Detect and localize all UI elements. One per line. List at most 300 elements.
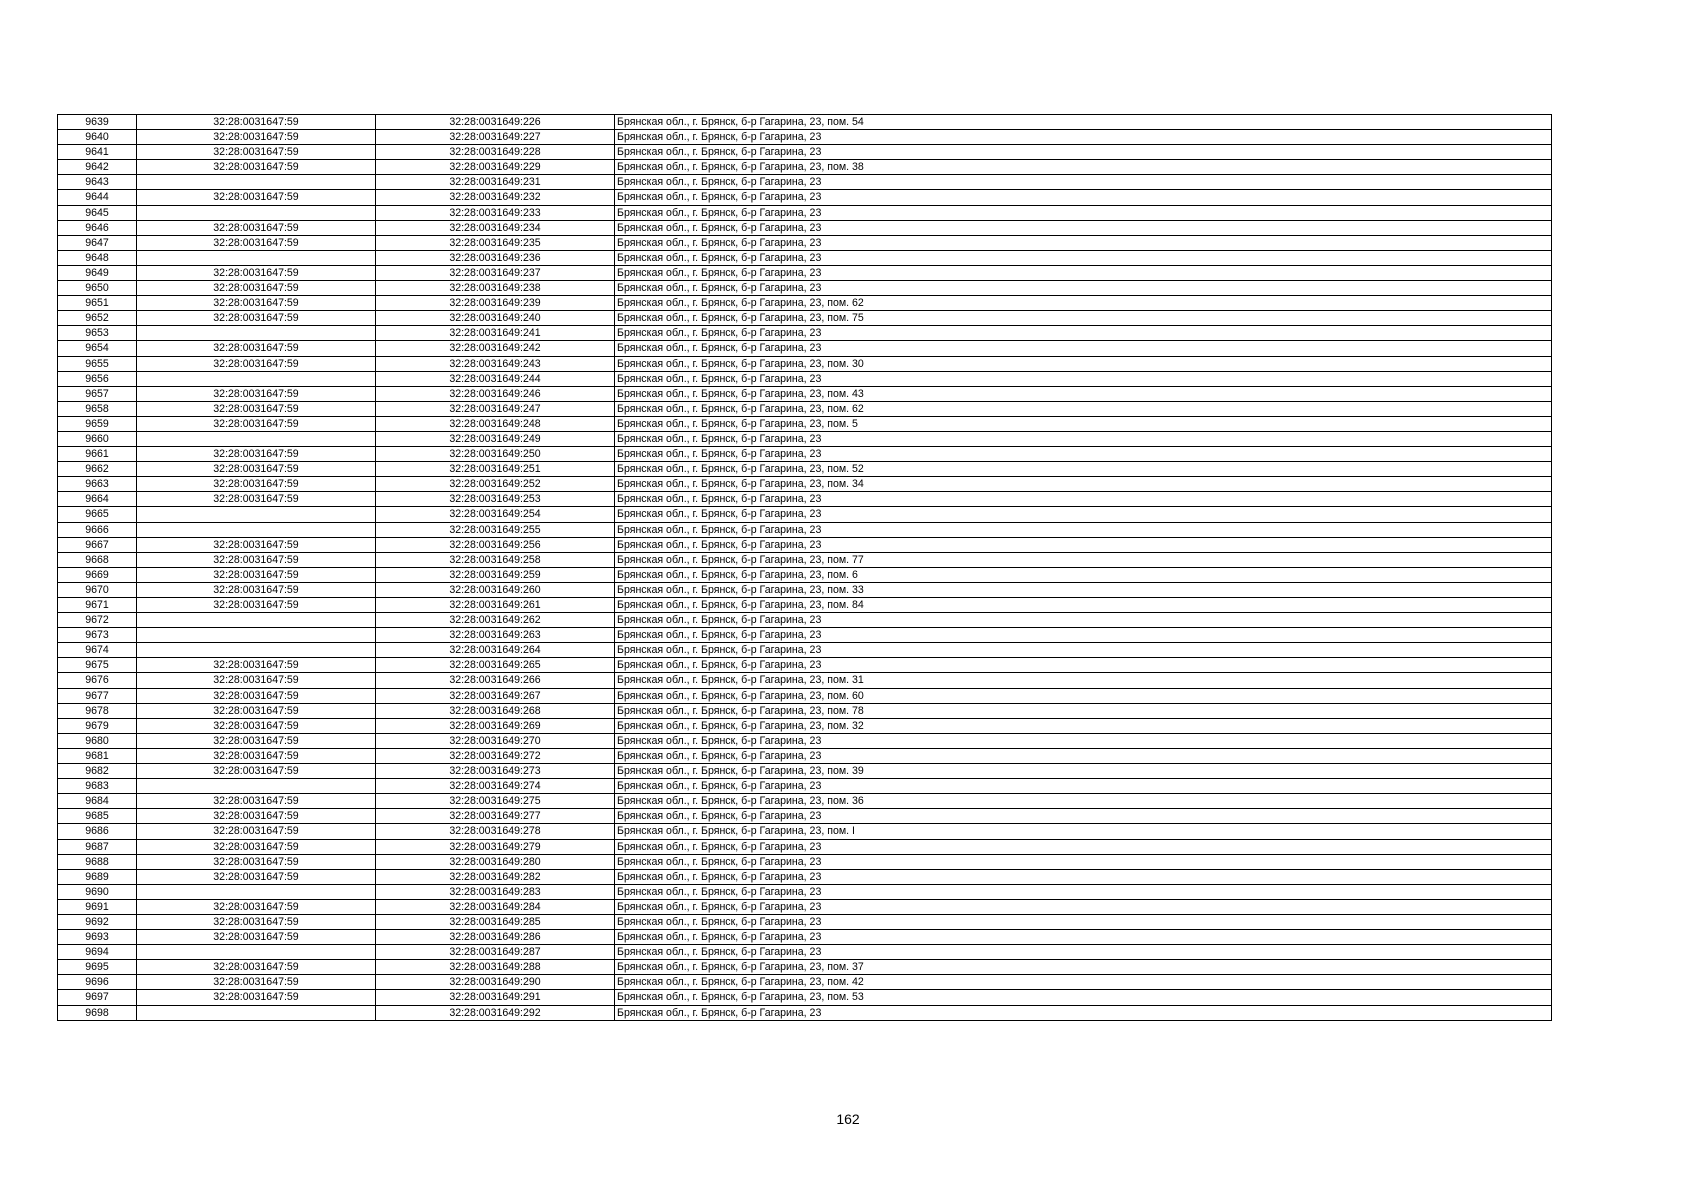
address-cell: Брянская обл., г. Брянск, б-р Гагарина, 23 [615, 431, 1552, 446]
row-number-cell: 9686 [58, 824, 137, 839]
parent-cadastral-number-cell: 32:28:0031647:59 [137, 145, 376, 160]
table-row [58, 809, 1552, 824]
cadastral-number-cell: 32:28:0031649:229 [376, 160, 615, 175]
cadastral-number-cell: 32:28:0031649:244 [376, 371, 615, 386]
cadastral-number-cell: 32:28:0031649:234 [376, 220, 615, 235]
row-number-cell: 9666 [58, 522, 137, 537]
parent-cadastral-number-cell: 32:28:0031647:59 [137, 658, 376, 673]
row-number-cell: 9650 [58, 281, 137, 296]
table-row [58, 930, 1552, 945]
address-cell: Брянская обл., г. Брянск, б-р Гагарина, 23 [615, 779, 1552, 794]
parent-cadastral-number-cell: 32:28:0031647:59 [137, 673, 376, 688]
cadastral-number-cell: 32:28:0031649:240 [376, 311, 615, 326]
table-row [58, 492, 1552, 507]
row-number-cell: 9656 [58, 371, 137, 386]
address-cell: Брянская обл., г. Брянск, б-р Гагарина, 23 [615, 884, 1552, 899]
parent-cadastral-number-cell: 32:28:0031647:59 [137, 356, 376, 371]
cadastral-number-cell: 32:28:0031649:260 [376, 582, 615, 597]
table-row [58, 975, 1552, 990]
address-cell: Брянская обл., г. Брянск, б-р Гагарина, 23, пом. 31 [615, 673, 1552, 688]
row-number-cell: 9698 [58, 1005, 137, 1020]
address-cell: Брянская обл., г. Брянск, б-р Гагарина, 23 [615, 628, 1552, 643]
cadastral-number-cell: 32:28:0031649:283 [376, 884, 615, 899]
row-number-cell: 9687 [58, 839, 137, 854]
address-cell: Брянская обл., г. Брянск, б-р Гагарина, 23 [615, 522, 1552, 537]
row-number-cell: 9674 [58, 643, 137, 658]
cadastral-number-cell: 32:28:0031649:262 [376, 613, 615, 628]
address-cell: Брянская обл., г. Брянск, б-р Гагарина, 23 [615, 220, 1552, 235]
table-row [58, 326, 1552, 341]
row-number-cell: 9694 [58, 945, 137, 960]
row-number-cell: 9684 [58, 794, 137, 809]
table-row [58, 613, 1552, 628]
address-cell: Брянская обл., г. Брянск, б-р Гагарина, 23 [615, 205, 1552, 220]
row-number-cell: 9648 [58, 250, 137, 265]
address-cell: Брянская обл., г. Брянск, б-р Гагарина, 23, пом. 6 [615, 567, 1552, 582]
parent-cadastral-number-cell [137, 507, 376, 522]
table-row [58, 703, 1552, 718]
table-row [58, 205, 1552, 220]
row-number-cell: 9673 [58, 628, 137, 643]
parent-cadastral-number-cell: 32:28:0031647:59 [137, 265, 376, 280]
row-number-cell: 9658 [58, 401, 137, 416]
row-number-cell: 9660 [58, 431, 137, 446]
cadastral-number-cell: 32:28:0031649:263 [376, 628, 615, 643]
address-cell: Брянская обл., г. Брянск, б-р Гагарина, 23 [615, 613, 1552, 628]
table-row [58, 145, 1552, 160]
address-cell: Брянская обл., г. Брянск, б-р Гагарина, 23 [615, 326, 1552, 341]
address-cell: Брянская обл., г. Брянск, б-р Гагарина, 23 [615, 537, 1552, 552]
table-row [58, 130, 1552, 145]
cadastral-number-cell: 32:28:0031649:267 [376, 688, 615, 703]
table-row [58, 869, 1552, 884]
parent-cadastral-number-cell [137, 431, 376, 446]
cadastral-number-cell: 32:28:0031649:231 [376, 175, 615, 190]
address-cell: Брянская обл., г. Брянск, б-р Гагарина, 23 [615, 447, 1552, 462]
table-row [58, 960, 1552, 975]
table-row [58, 884, 1552, 899]
address-cell: Брянская обл., г. Брянск, б-р Гагарина, 23 [615, 175, 1552, 190]
table-row [58, 115, 1552, 130]
address-cell: Брянская обл., г. Брянск, б-р Гагарина, 23, пом. 33 [615, 582, 1552, 597]
page-number: 162 [836, 1111, 860, 1127]
address-cell: Брянская обл., г. Брянск, б-р Гагарина, 23 [615, 130, 1552, 145]
cadastral-number-cell: 32:28:0031649:268 [376, 703, 615, 718]
table-row [58, 914, 1552, 929]
cadastral-number-cell: 32:28:0031649:277 [376, 809, 615, 824]
table-row [58, 371, 1552, 386]
address-cell: Брянская обл., г. Брянск, б-р Гагарина, 23 [615, 748, 1552, 763]
address-cell: Брянская обл., г. Брянск, б-р Гагарина, 23 [615, 899, 1552, 914]
cadastral-number-cell: 32:28:0031649:247 [376, 401, 615, 416]
parent-cadastral-number-cell [137, 884, 376, 899]
cadastral-number-cell: 32:28:0031649:243 [376, 356, 615, 371]
parent-cadastral-number-cell [137, 250, 376, 265]
cadastral-number-cell: 32:28:0031649:264 [376, 643, 615, 658]
address-cell: Брянская обл., г. Брянск, б-р Гагарина, 23 [615, 371, 1552, 386]
cadastral-number-cell: 32:28:0031649:254 [376, 507, 615, 522]
address-cell: Брянская обл., г. Брянск, б-р Гагарина, 23, пом. 42 [615, 975, 1552, 990]
parent-cadastral-number-cell: 32:28:0031647:59 [137, 537, 376, 552]
table-row [58, 190, 1552, 205]
table-row [58, 296, 1552, 311]
cadastral-number-cell: 32:28:0031649:285 [376, 914, 615, 929]
table-row [58, 733, 1552, 748]
cadastral-number-cell: 32:28:0031649:280 [376, 854, 615, 869]
table-row [58, 839, 1552, 854]
row-number-cell: 9668 [58, 552, 137, 567]
row-number-cell: 9685 [58, 809, 137, 824]
address-cell: Брянская обл., г. Брянск, б-р Гагарина, 23 [615, 145, 1552, 160]
table-row [58, 658, 1552, 673]
address-cell: Брянская обл., г. Брянск, б-р Гагарина, 23, пом. 62 [615, 296, 1552, 311]
address-cell: Брянская обл., г. Брянск, б-р Гагарина, 23, пом. 78 [615, 703, 1552, 718]
table-row [58, 431, 1552, 446]
row-number-cell: 9643 [58, 175, 137, 190]
parent-cadastral-number-cell: 32:28:0031647:59 [137, 914, 376, 929]
row-number-cell: 9690 [58, 884, 137, 899]
table-row [58, 598, 1552, 613]
address-cell: Брянская обл., г. Брянск, б-р Гагарина, 23, пом. 53 [615, 990, 1552, 1005]
table-row [58, 748, 1552, 763]
cadastral-number-cell: 32:28:0031649:287 [376, 945, 615, 960]
row-number-cell: 9689 [58, 869, 137, 884]
parent-cadastral-number-cell [137, 628, 376, 643]
address-cell: Брянская обл., г. Брянск, б-р Гагарина, 23 [615, 341, 1552, 356]
address-cell: Брянская обл., г. Брянск, б-р Гагарина, 23, пом. 32 [615, 718, 1552, 733]
address-cell: Брянская обл., г. Брянск, б-р Гагарина, 23 [615, 235, 1552, 250]
parent-cadastral-number-cell: 32:28:0031647:59 [137, 794, 376, 809]
parent-cadastral-number-cell: 32:28:0031647:59 [137, 688, 376, 703]
address-cell: Брянская обл., г. Брянск, б-р Гагарина, 23 [615, 265, 1552, 280]
parent-cadastral-number-cell: 32:28:0031647:59 [137, 341, 376, 356]
row-number-cell: 9692 [58, 914, 137, 929]
table-row [58, 945, 1552, 960]
cadastral-number-cell: 32:28:0031649:278 [376, 824, 615, 839]
table-row [58, 235, 1552, 250]
cadastral-number-cell: 32:28:0031649:253 [376, 492, 615, 507]
address-cell: Брянская обл., г. Брянск, б-р Гагарина, 23 [615, 250, 1552, 265]
table-row [58, 401, 1552, 416]
registry-table [57, 114, 1552, 1021]
cadastral-number-cell: 32:28:0031649:255 [376, 522, 615, 537]
parent-cadastral-number-cell: 32:28:0031647:59 [137, 764, 376, 779]
cadastral-number-cell: 32:28:0031649:227 [376, 130, 615, 145]
cadastral-number-cell: 32:28:0031649:282 [376, 869, 615, 884]
address-cell: Брянская обл., г. Брянск, б-р Гагарина, 23, пом. 75 [615, 311, 1552, 326]
parent-cadastral-number-cell: 32:28:0031647:59 [137, 492, 376, 507]
address-cell: Брянская обл., г. Брянск, б-р Гагарина, 23, пом. 39 [615, 764, 1552, 779]
cadastral-number-cell: 32:28:0031649:291 [376, 990, 615, 1005]
row-number-cell: 9640 [58, 130, 137, 145]
address-cell: Брянская обл., г. Брянск, б-р Гагарина, 23, пом. 30 [615, 356, 1552, 371]
cadastral-number-cell: 32:28:0031649:279 [376, 839, 615, 854]
cadastral-number-cell: 32:28:0031649:239 [376, 296, 615, 311]
cadastral-number-cell: 32:28:0031649:292 [376, 1005, 615, 1020]
parent-cadastral-number-cell: 32:28:0031647:59 [137, 990, 376, 1005]
cadastral-number-cell: 32:28:0031649:246 [376, 386, 615, 401]
table-row [58, 718, 1552, 733]
address-cell: Брянская обл., г. Брянск, б-р Гагарина, 23 [615, 839, 1552, 854]
address-cell: Брянская обл., г. Брянск, б-р Гагарина, 23, пом. 5 [615, 416, 1552, 431]
row-number-cell: 9665 [58, 507, 137, 522]
table-row [58, 416, 1552, 431]
parent-cadastral-number-cell [137, 326, 376, 341]
cadastral-number-cell: 32:28:0031649:256 [376, 537, 615, 552]
address-cell: Брянская обл., г. Брянск, б-р Гагарина, 23, пом. 43 [615, 386, 1552, 401]
parent-cadastral-number-cell: 32:28:0031647:59 [137, 190, 376, 205]
row-number-cell: 9641 [58, 145, 137, 160]
address-cell: Брянская обл., г. Брянск, б-р Гагарина, 23 [615, 190, 1552, 205]
address-cell: Брянская обл., г. Брянск, б-р Гагарина, 23 [615, 492, 1552, 507]
table-row [58, 824, 1552, 839]
table-row [58, 250, 1552, 265]
table-row [58, 582, 1552, 597]
parent-cadastral-number-cell: 32:28:0031647:59 [137, 975, 376, 990]
parent-cadastral-number-cell: 32:28:0031647:59 [137, 718, 376, 733]
parent-cadastral-number-cell: 32:28:0031647:59 [137, 703, 376, 718]
address-cell: Брянская обл., г. Брянск, б-р Гагарина, 23, пом. I [615, 824, 1552, 839]
parent-cadastral-number-cell: 32:28:0031647:59 [137, 447, 376, 462]
row-number-cell: 9663 [58, 477, 137, 492]
parent-cadastral-number-cell [137, 522, 376, 537]
row-number-cell: 9661 [58, 447, 137, 462]
parent-cadastral-number-cell: 32:28:0031647:59 [137, 220, 376, 235]
row-number-cell: 9688 [58, 854, 137, 869]
table-row [58, 447, 1552, 462]
row-number-cell: 9664 [58, 492, 137, 507]
row-number-cell: 9682 [58, 764, 137, 779]
parent-cadastral-number-cell: 32:28:0031647:59 [137, 854, 376, 869]
parent-cadastral-number-cell [137, 613, 376, 628]
address-cell: Брянская обл., г. Брянск, б-р Гагарина, 23 [615, 945, 1552, 960]
table-row [58, 220, 1552, 235]
table-row [58, 341, 1552, 356]
parent-cadastral-number-cell [137, 779, 376, 794]
row-number-cell: 9695 [58, 960, 137, 975]
row-number-cell: 9696 [58, 975, 137, 990]
cadastral-number-cell: 32:28:0031649:259 [376, 567, 615, 582]
parent-cadastral-number-cell: 32:28:0031647:59 [137, 839, 376, 854]
parent-cadastral-number-cell: 32:28:0031647:59 [137, 748, 376, 763]
table-row [58, 477, 1552, 492]
cadastral-number-cell: 32:28:0031649:286 [376, 930, 615, 945]
row-number-cell: 9657 [58, 386, 137, 401]
parent-cadastral-number-cell: 32:28:0031647:59 [137, 567, 376, 582]
row-number-cell: 9671 [58, 598, 137, 613]
cadastral-number-cell: 32:28:0031649:235 [376, 235, 615, 250]
row-number-cell: 9652 [58, 311, 137, 326]
cadastral-number-cell: 32:28:0031649:252 [376, 477, 615, 492]
address-cell: Брянская обл., г. Брянск, б-р Гагарина, 23 [615, 643, 1552, 658]
row-number-cell: 9669 [58, 567, 137, 582]
address-cell: Брянская обл., г. Брянск, б-р Гагарина, 23 [615, 1005, 1552, 1020]
row-number-cell: 9667 [58, 537, 137, 552]
table-row [58, 643, 1552, 658]
row-number-cell: 9675 [58, 658, 137, 673]
parent-cadastral-number-cell: 32:28:0031647:59 [137, 552, 376, 567]
parent-cadastral-number-cell: 32:28:0031647:59 [137, 416, 376, 431]
row-number-cell: 9681 [58, 748, 137, 763]
address-cell: Брянская обл., г. Брянск, б-р Гагарина, 23 [615, 281, 1552, 296]
table-row [58, 175, 1552, 190]
cadastral-number-cell: 32:28:0031649:272 [376, 748, 615, 763]
address-cell: Брянская обл., г. Брянск, б-р Гагарина, 23, пом. 34 [615, 477, 1552, 492]
parent-cadastral-number-cell: 32:28:0031647:59 [137, 477, 376, 492]
parent-cadastral-number-cell: 32:28:0031647:59 [137, 960, 376, 975]
table-row [58, 628, 1552, 643]
row-number-cell: 9649 [58, 265, 137, 280]
cadastral-number-cell: 32:28:0031649:265 [376, 658, 615, 673]
table-row [58, 673, 1552, 688]
row-number-cell: 9679 [58, 718, 137, 733]
parent-cadastral-number-cell: 32:28:0031647:59 [137, 899, 376, 914]
row-number-cell: 9680 [58, 733, 137, 748]
table-row [58, 160, 1552, 175]
row-number-cell: 9644 [58, 190, 137, 205]
row-number-cell: 9651 [58, 296, 137, 311]
table-row [58, 794, 1552, 809]
parent-cadastral-number-cell: 32:28:0031647:59 [137, 311, 376, 326]
cadastral-number-cell: 32:28:0031649:226 [376, 115, 615, 130]
parent-cadastral-number-cell: 32:28:0031647:59 [137, 733, 376, 748]
address-cell: Брянская обл., г. Брянск, б-р Гагарина, 23, пом. 84 [615, 598, 1552, 613]
parent-cadastral-number-cell [137, 371, 376, 386]
cadastral-number-cell: 32:28:0031649:261 [376, 598, 615, 613]
cadastral-number-cell: 32:28:0031649:274 [376, 779, 615, 794]
table-row [58, 552, 1552, 567]
cadastral-number-cell: 32:28:0031649:251 [376, 462, 615, 477]
row-number-cell: 9683 [58, 779, 137, 794]
table-row [58, 779, 1552, 794]
cadastral-number-cell: 32:28:0031649:275 [376, 794, 615, 809]
cadastral-number-cell: 32:28:0031649:284 [376, 899, 615, 914]
cadastral-number-cell: 32:28:0031649:236 [376, 250, 615, 265]
parent-cadastral-number-cell: 32:28:0031647:59 [137, 235, 376, 250]
row-number-cell: 9678 [58, 703, 137, 718]
table-row [58, 990, 1552, 1005]
address-cell: Брянская обл., г. Брянск, б-р Гагарина, 23 [615, 854, 1552, 869]
address-cell: Брянская обл., г. Брянск, б-р Гагарина, 23 [615, 809, 1552, 824]
row-number-cell: 9646 [58, 220, 137, 235]
table-row [58, 522, 1552, 537]
cadastral-number-cell: 32:28:0031649:273 [376, 764, 615, 779]
cadastral-number-cell: 32:28:0031649:241 [376, 326, 615, 341]
row-number-cell: 9655 [58, 356, 137, 371]
cadastral-number-cell: 32:28:0031649:266 [376, 673, 615, 688]
parent-cadastral-number-cell: 32:28:0031647:59 [137, 281, 376, 296]
parent-cadastral-number-cell: 32:28:0031647:59 [137, 130, 376, 145]
row-number-cell: 9691 [58, 899, 137, 914]
parent-cadastral-number-cell: 32:28:0031647:59 [137, 869, 376, 884]
cadastral-number-cell: 32:28:0031649:270 [376, 733, 615, 748]
cadastral-number-cell: 32:28:0031649:288 [376, 960, 615, 975]
address-cell: Брянская обл., г. Брянск, б-р Гагарина, 23 [615, 658, 1552, 673]
row-number-cell: 9677 [58, 688, 137, 703]
parent-cadastral-number-cell [137, 205, 376, 220]
cadastral-number-cell: 32:28:0031649:248 [376, 416, 615, 431]
address-cell: Брянская обл., г. Брянск, б-р Гагарина, 23, пом. 62 [615, 401, 1552, 416]
address-cell: Брянская обл., г. Брянск, б-р Гагарина, 23, пом. 77 [615, 552, 1552, 567]
table-row [58, 356, 1552, 371]
cadastral-number-cell: 32:28:0031649:238 [376, 281, 615, 296]
cadastral-number-cell: 32:28:0031649:228 [376, 145, 615, 160]
parent-cadastral-number-cell: 32:28:0031647:59 [137, 115, 376, 130]
parent-cadastral-number-cell [137, 175, 376, 190]
parent-cadastral-number-cell: 32:28:0031647:59 [137, 160, 376, 175]
parent-cadastral-number-cell [137, 945, 376, 960]
row-number-cell: 9639 [58, 115, 137, 130]
cadastral-number-cell: 32:28:0031649:250 [376, 447, 615, 462]
row-number-cell: 9670 [58, 582, 137, 597]
address-cell: Брянская обл., г. Брянск, б-р Гагарина, 23 [615, 914, 1552, 929]
row-number-cell: 9642 [58, 160, 137, 175]
cadastral-number-cell: 32:28:0031649:233 [376, 205, 615, 220]
address-cell: Брянская обл., г. Брянск, б-р Гагарина, 23 [615, 507, 1552, 522]
table-row [58, 462, 1552, 477]
table-row [58, 265, 1552, 280]
row-number-cell: 9676 [58, 673, 137, 688]
row-number-cell: 9662 [58, 462, 137, 477]
parent-cadastral-number-cell [137, 1005, 376, 1020]
row-number-cell: 9697 [58, 990, 137, 1005]
cadastral-number-cell: 32:28:0031649:290 [376, 975, 615, 990]
cadastral-number-cell: 32:28:0031649:237 [376, 265, 615, 280]
table-row [58, 537, 1552, 552]
address-cell: Брянская обл., г. Брянск, б-р Гагарина, 23 [615, 869, 1552, 884]
parent-cadastral-number-cell: 32:28:0031647:59 [137, 462, 376, 477]
row-number-cell: 9654 [58, 341, 137, 356]
address-cell: Брянская обл., г. Брянск, б-р Гагарина, 23, пом. 52 [615, 462, 1552, 477]
table-row [58, 567, 1552, 582]
parent-cadastral-number-cell [137, 643, 376, 658]
address-cell: Брянская обл., г. Брянск, б-р Гагарина, 23, пом. 60 [615, 688, 1552, 703]
row-number-cell: 9653 [58, 326, 137, 341]
row-number-cell: 9672 [58, 613, 137, 628]
parent-cadastral-number-cell: 32:28:0031647:59 [137, 930, 376, 945]
table-row [58, 386, 1552, 401]
parent-cadastral-number-cell: 32:28:0031647:59 [137, 296, 376, 311]
address-cell: Брянская обл., г. Брянск, б-р Гагарина, 23, пом. 37 [615, 960, 1552, 975]
table-row [58, 854, 1552, 869]
parent-cadastral-number-cell: 32:28:0031647:59 [137, 809, 376, 824]
row-number-cell: 9645 [58, 205, 137, 220]
address-cell: Брянская обл., г. Брянск, б-р Гагарина, 23, пом. 38 [615, 160, 1552, 175]
parent-cadastral-number-cell: 32:28:0031647:59 [137, 582, 376, 597]
cadastral-number-cell: 32:28:0031649:249 [376, 431, 615, 446]
registry-table-body [58, 115, 1552, 1021]
parent-cadastral-number-cell: 32:28:0031647:59 [137, 386, 376, 401]
address-cell: Брянская обл., г. Брянск, б-р Гагарина, 23 [615, 733, 1552, 748]
row-number-cell: 9647 [58, 235, 137, 250]
table-row [58, 688, 1552, 703]
table-row [58, 507, 1552, 522]
table-row [58, 764, 1552, 779]
cadastral-number-cell: 32:28:0031649:232 [376, 190, 615, 205]
cadastral-number-cell: 32:28:0031649:269 [376, 718, 615, 733]
parent-cadastral-number-cell: 32:28:0031647:59 [137, 824, 376, 839]
cadastral-number-cell: 32:28:0031649:242 [376, 341, 615, 356]
address-cell: Брянская обл., г. Брянск, б-р Гагарина, 23 [615, 930, 1552, 945]
table-row [58, 899, 1552, 914]
row-number-cell: 9693 [58, 930, 137, 945]
parent-cadastral-number-cell: 32:28:0031647:59 [137, 598, 376, 613]
row-number-cell: 9659 [58, 416, 137, 431]
parent-cadastral-number-cell: 32:28:0031647:59 [137, 401, 376, 416]
address-cell: Брянская обл., г. Брянск, б-р Гагарина, 23, пом. 54 [615, 115, 1552, 130]
address-cell: Брянская обл., г. Брянск, б-р Гагарина, 23, пом. 36 [615, 794, 1552, 809]
table-row [58, 311, 1552, 326]
